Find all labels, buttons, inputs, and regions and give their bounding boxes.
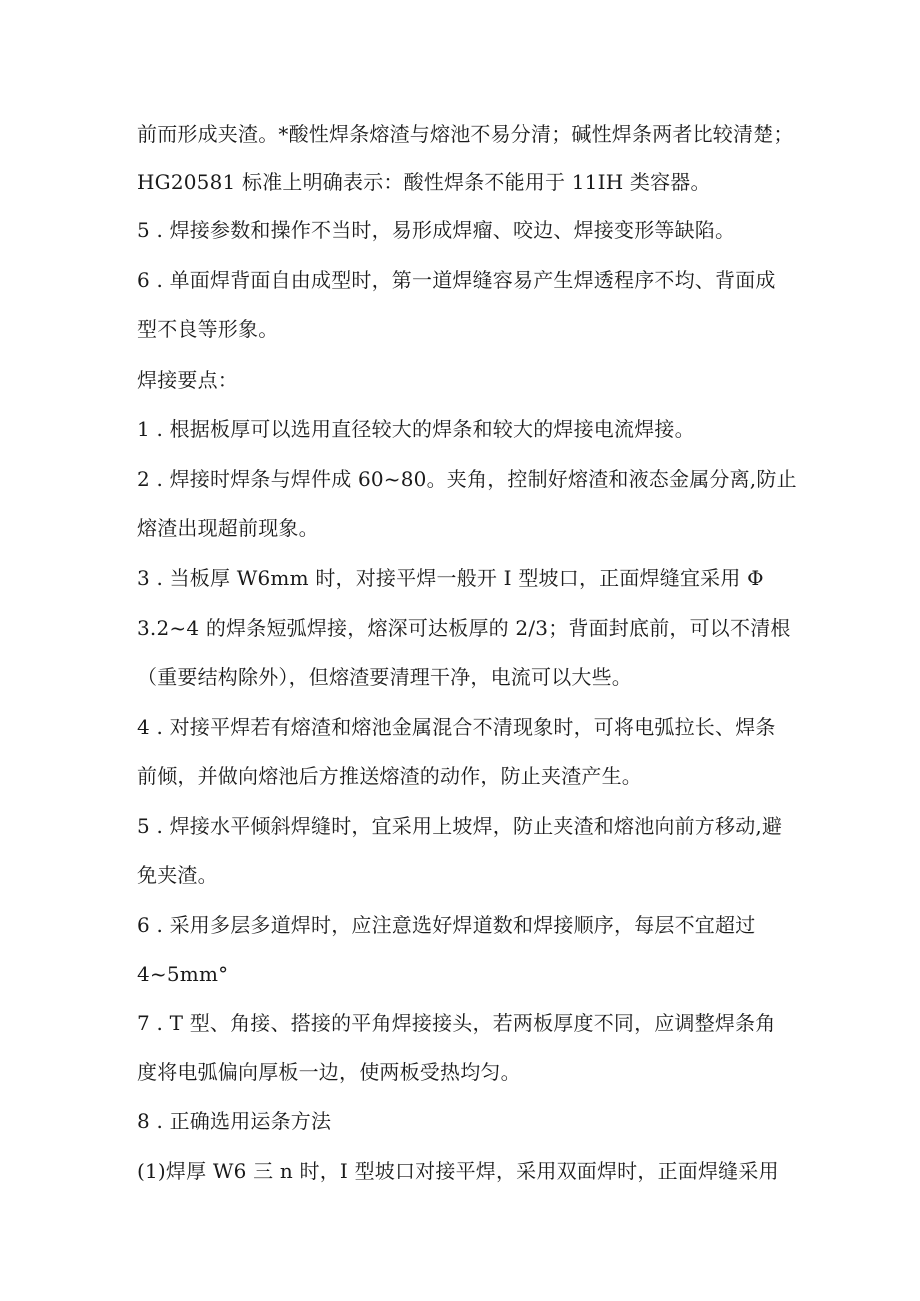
text-line: 前而形成夹渣。*酸性焊条熔渣与熔池不易分清；碱性焊条两者比较清楚； <box>137 122 794 146</box>
text-line: 型不良等形象。 <box>137 317 279 341</box>
text-line: 熔渣出现超前现象。 <box>137 516 319 540</box>
text-line: HG20581 标准上明确表示：酸性焊条不能用于 11IH 类容器。 <box>137 170 711 194</box>
text-line: 6 . 单面焊背面自由成型时，第一道焊缝容易产生焊透程序不均、背面成 <box>137 268 776 292</box>
text-line: 4~5mm° <box>137 962 229 986</box>
text-line: 5 . 焊接参数和操作不当时，易形成焊瘤、咬边、焊接变形等缺陷。 <box>137 218 736 242</box>
text-line: 3 . 当板厚 W6mm 时，对接平焊一般开 I 型坡口，正面焊缝宜采用 Φ <box>137 566 764 590</box>
text-line: （重要结构除外），但熔渣要清理干净，电流可以大些。 <box>137 665 632 689</box>
text-line: 6 . 采用多层多道焊时，应注意选好焊道数和焊接顺序，每层不宜超过 <box>137 913 756 937</box>
text-line: 3.2~4 的焊条短弧焊接，熔深可达板厚的 2/3；背面封底前，可以不清根 <box>137 616 791 640</box>
text-line: 4 . 对接平焊若有熔渣和熔池金属混合不清现象时，可将电弧拉长、焊条 <box>137 715 776 739</box>
text-line: 5 . 焊接水平倾斜焊缝时，宜采用上坡焊，防止夹渣和熔池向前方移动,避 <box>137 814 783 838</box>
section-heading: 焊接要点： <box>137 368 238 392</box>
text-line: 2 . 焊接时焊条与焊件成 60~80。夹角，控制好熔渣和液态金属分离,防止 <box>137 467 797 491</box>
text-line: 免夹渣。 <box>137 863 218 887</box>
text-line: (1)焊厚 W6 三 n 时，I 型坡口对接平焊，采用双面焊时，正面焊缝采用 <box>137 1159 779 1183</box>
text-line: 度将电弧偏向厚板一边，使两板受热均匀。 <box>137 1060 521 1084</box>
text-line: 7 . T 型、角接、搭接的平角焊接接头，若两板厚度不同，应调整焊条角 <box>137 1011 776 1035</box>
text-line: 前倾，并做向熔池后方推送熔渣的动作，防止夹渣产生。 <box>137 764 642 788</box>
text-line: 8 . 正确选用运条方法 <box>137 1109 332 1133</box>
text-line: 1 . 根据板厚可以选用直径较大的焊条和较大的焊接电流焊接。 <box>137 417 695 441</box>
